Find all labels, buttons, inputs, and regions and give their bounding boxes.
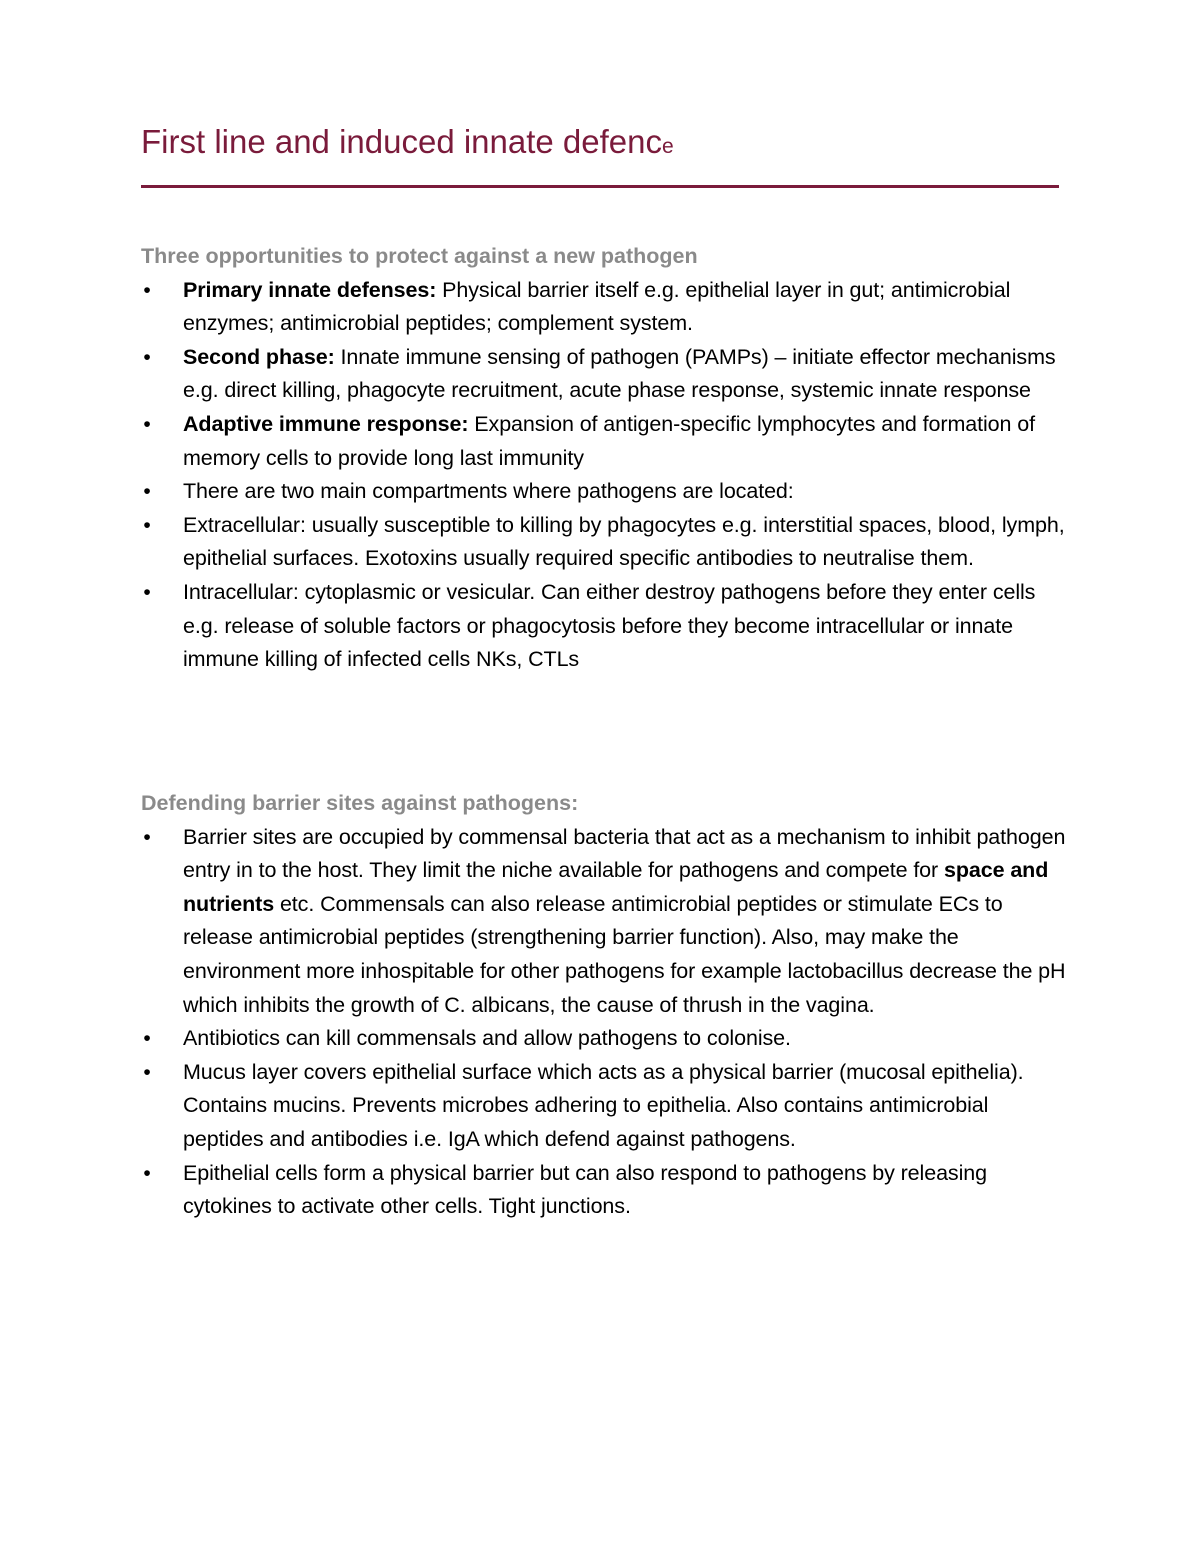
bullet-icon: • xyxy=(143,1060,151,1084)
list-item xyxy=(141,341,1071,408)
item-text: Extracellular: usually susceptible to killing by phagocytes e.g. interstitial spaces, blood, lymph, epithelial surfaces. Exotoxins usually required specific antibodies to neutralise them. xyxy=(183,512,1065,571)
item-text: Expansion of antigen-specific lymphocytes and formation of memory cells to provide long last immunity xyxy=(183,411,1035,470)
list-item xyxy=(141,1157,1071,1224)
bullet-icon: • xyxy=(143,480,151,504)
section-opportunities xyxy=(141,240,1071,677)
list-item xyxy=(141,576,1071,677)
list-item xyxy=(141,1056,1071,1157)
bullet-list xyxy=(141,274,1071,677)
section-heading: Three opportunities to protect against a new pathogen xyxy=(141,244,698,268)
item-label: Primary innate defenses: xyxy=(183,277,437,302)
item-label: Second phase: xyxy=(183,344,335,369)
item-text: There are two main compartments where pathogens are located: xyxy=(183,479,794,504)
item-text: Epithelial cells form a physical barrier but can also respond to pathogens by releasing cytokines to activate other cells. Tight junctions. xyxy=(183,1160,987,1219)
bullet-icon: • xyxy=(143,1027,151,1051)
section-heading: Defending barrier sites against pathogens: xyxy=(141,791,579,815)
item-label: Adaptive immune response: xyxy=(183,411,469,436)
bullet-icon: • xyxy=(143,345,151,369)
list-item xyxy=(141,1022,1071,1056)
page-title-text: First line and induced innate defenc xyxy=(141,123,663,160)
bullet-icon: • xyxy=(143,1161,151,1185)
item-text: Antibiotics can kill commensals and allow pathogens to colonise. xyxy=(183,1026,791,1051)
bullet-icon: • xyxy=(143,580,151,604)
item-text: Mucus layer covers epithelial surface which acts as a physical barrier (mucosal epithelia). Contains mucins. Prevents microbes adhering to epithelia. Also contains antimicrobial peptides and antibodies i.e. IgA which defend against pathogens. xyxy=(183,1059,1024,1151)
bullet-icon: • xyxy=(143,278,151,302)
title-divider xyxy=(141,185,1059,188)
bullet-list xyxy=(141,821,1071,1224)
page-title xyxy=(141,118,674,171)
list-item xyxy=(141,274,1071,341)
bullet-icon: • xyxy=(143,513,151,537)
item-emphasis: space and nutrients xyxy=(183,858,1049,916)
list-item xyxy=(141,821,1071,1023)
list-item xyxy=(141,475,1071,509)
item-text: Intracellular: cytoplasmic or vesicular. Can either destroy pathogens before they enter cells e.g. release of soluble factors or phagocytosis before they become intracellular or innate immune killing of infected cells NKs, CTLs xyxy=(183,579,1036,672)
page-title-tail: e xyxy=(662,135,674,158)
item-text: Physical barrier itself e.g. epithelial layer in gut; antimicrobial enzymes; antimicrobial peptides; complement system. xyxy=(183,277,1011,336)
list-item xyxy=(141,408,1071,475)
item-text: Barrier sites are occupied by commensal bacteria that act as a mechanism to inhibit pathogen entry in to the host. They limit the niche available for pathogens and compete for xyxy=(183,824,1066,883)
item-text: etc. Commensals can also release antimicrobial peptides or stimulate ECs to release antimicrobial peptides (strengthening barrier function). Also, may make the environment more inhospitable for other pathogens for example lactobacillus decrease the pH which inhibits the growth of C. albicans, the cause of thrush in the vagina. xyxy=(183,891,1066,1017)
section-barrier-sites xyxy=(141,787,1071,1224)
bullet-icon: • xyxy=(143,825,151,849)
item-text: Innate immune sensing of pathogen (PAMPs) – initiate effector mechanisms e.g. direct killing, phagocyte recruitment, acute phase response, systemic innate response xyxy=(183,344,1056,403)
bullet-icon: • xyxy=(143,412,151,436)
list-item xyxy=(141,509,1071,576)
